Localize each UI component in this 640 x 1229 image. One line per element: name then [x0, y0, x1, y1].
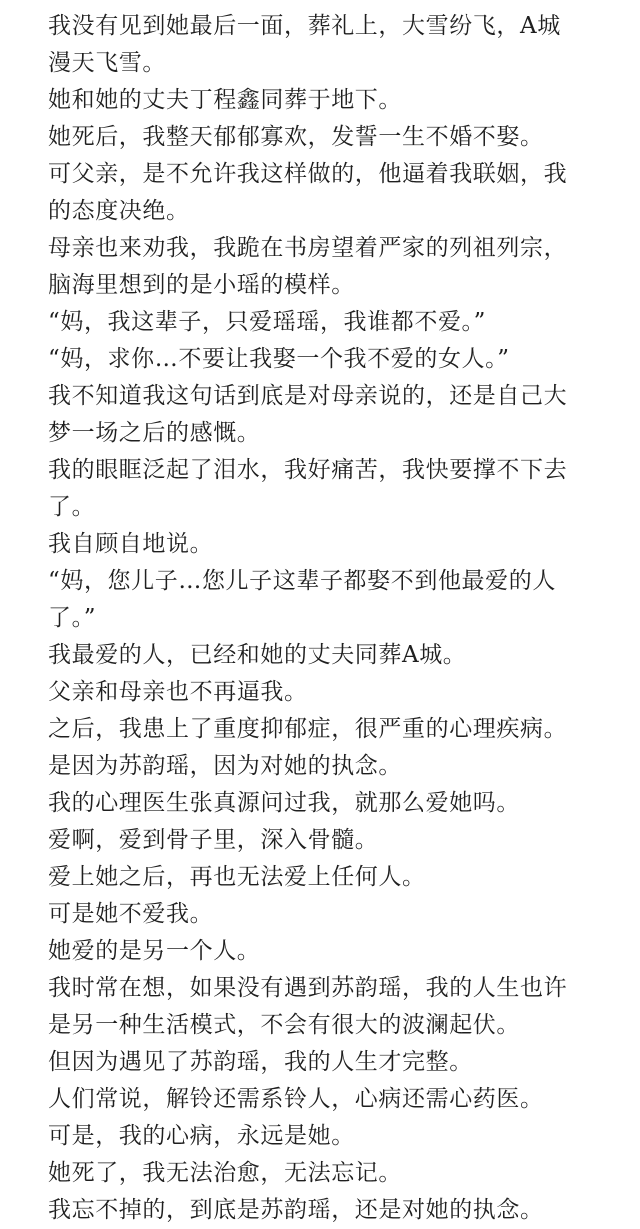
text-line: 我的心理医生张真源问过我，就那么爱她吗。: [48, 790, 520, 816]
text-line: 我的眼眶泛起了泪水，我好痛苦，我快要撑不下去: [48, 457, 568, 483]
text-line: 但因为遇见了苏韵瑶，我的人生才完整。: [48, 1049, 473, 1075]
text-line: 我没有见到她最后一面，葬礼上，大雪纷飞，A城: [48, 13, 561, 39]
text-line: 她死了，我无法治愈，无法忘记。: [48, 1160, 402, 1186]
text-line: 我时常在想，如果没有遇到苏韵瑶，我的人生也许: [48, 975, 568, 1001]
text-line: 是另一种生活模式，不会有很大的波澜起伏。: [48, 1012, 520, 1038]
text-line: 我自顾自地说。: [48, 531, 214, 557]
text-line: 是因为苏韵瑶，因为对她的执念。: [48, 753, 402, 779]
text-line: “妈，您儿子…您儿子这辈子都娶不到他最爱的人: [48, 568, 556, 594]
text-line: 我最爱的人，已经和她的丈夫同葬A城。: [48, 642, 467, 668]
text-line: 母亲也来劝我，我跪在书房望着严家的列祖列宗，: [48, 235, 568, 261]
text-line: “妈，求你…不要让我娶一个我不爱的女人。”: [48, 346, 510, 372]
text-line: 我不知道我这句话到底是对母亲说的，还是自己大: [48, 383, 568, 409]
text-line: 梦一场之后的感慨。: [48, 420, 261, 446]
text-line: 可父亲，是不允许我这样做的，他逼着我联姻，我: [48, 161, 568, 187]
text-line: “妈，我这辈子，只爱瑶瑶，我谁都不爱。”: [48, 309, 487, 335]
text-line: 我忘不掉的，到底是苏韵瑶，还是对她的执念。: [48, 1197, 544, 1223]
text-line: 了。: [48, 494, 96, 520]
text-line: 的态度决绝。: [48, 198, 190, 224]
text-line: 漫天飞雪。: [48, 50, 166, 76]
text-line: 爱上她之后，再也无法爱上任何人。: [48, 864, 426, 890]
story-text: [48, 8, 604, 1229]
text-line: 之后，我患上了重度抑郁症，很严重的心理疾病。: [48, 716, 568, 742]
text-line: 她爱的是另一个人。: [48, 938, 261, 964]
text-line: 人们常说，解铃还需系铃人，心病还需心药医。: [48, 1086, 544, 1112]
text-line: 了。”: [48, 605, 97, 631]
text-line: 爱啊，爱到骨子里，深入骨髓。: [48, 827, 379, 853]
text-line: 可是，我的心病，永远是她。: [48, 1123, 355, 1149]
text-line: 可是她不爱我。: [48, 901, 214, 927]
text-line: 她和她的丈夫丁程鑫同葬于地下。: [48, 87, 402, 113]
text-line: 她死后，我整天郁郁寡欢，发誓一生不婚不娶。: [48, 124, 544, 150]
text-line: 脑海里想到的是小瑶的模样。: [48, 272, 355, 298]
text-line: 父亲和母亲也不再逼我。: [48, 679, 308, 705]
